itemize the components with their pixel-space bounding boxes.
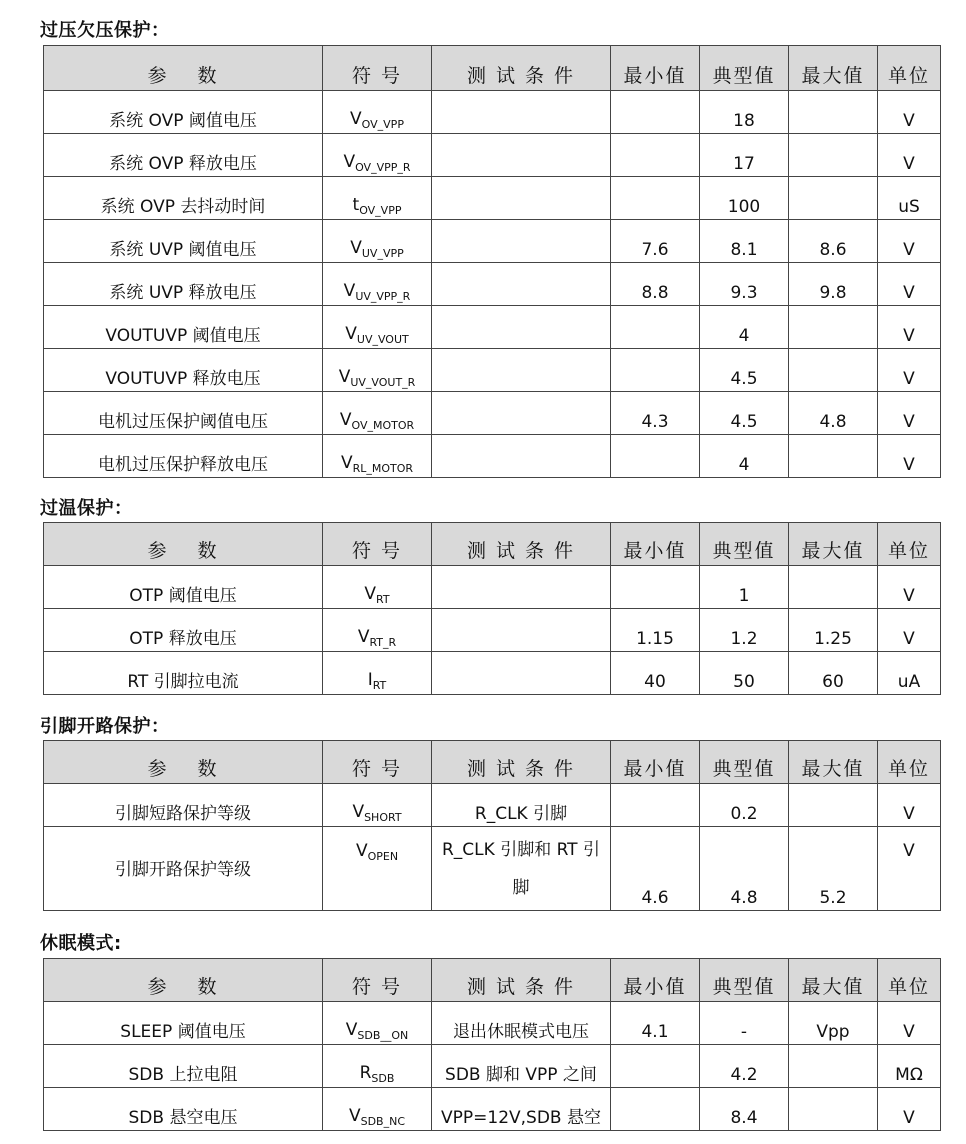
cell-condition — [432, 220, 611, 263]
header-typ: 典型值 — [700, 741, 789, 784]
cell-typ: 1 — [700, 566, 789, 609]
cell-symbol — [323, 609, 432, 652]
cell-param: 系统 OVP 去抖动时间 — [44, 177, 323, 220]
cell-max: 1.25 — [789, 609, 878, 652]
symbol-main: V — [350, 109, 362, 129]
cell-param: SLEEP 阈值电压 — [44, 1002, 323, 1045]
cell-typ: 9.3 — [700, 263, 789, 306]
cell-max — [789, 784, 878, 827]
cell-condition — [432, 392, 611, 435]
cell-min — [611, 784, 700, 827]
cell-param: SDB 上拉电阻 — [44, 1045, 323, 1088]
cell-max — [789, 306, 878, 349]
symbol-subscript: OV_VPP_R — [355, 161, 411, 174]
cell-min: 4.1 — [611, 1002, 700, 1045]
table-row — [44, 1088, 941, 1131]
symbol-subscript: RT — [372, 679, 387, 692]
symbol-main: V — [338, 367, 351, 387]
cell-max — [789, 566, 878, 609]
cell-condition — [432, 435, 611, 478]
table-overvoltage — [43, 45, 941, 478]
cell-min — [611, 435, 700, 478]
cell-min: 4.3 — [611, 392, 700, 435]
cell-condition: R_CLK 引脚和 RT 引脚 — [432, 827, 611, 911]
symbol-subscript: UV_VOUT — [356, 333, 409, 346]
header-min: 最小值 — [611, 959, 700, 1002]
section-title-open-pin: 引脚开路保护： — [40, 716, 170, 737]
symbol-subscript: SDB — [371, 1072, 395, 1085]
cell-typ: 0.2 — [700, 784, 789, 827]
cell-min — [611, 306, 700, 349]
symbol-main: V — [357, 627, 370, 647]
cell-max — [789, 91, 878, 134]
header-unit: 单位 — [878, 523, 941, 566]
cell-symbol — [323, 220, 432, 263]
cell-param: OTP 释放电压 — [44, 609, 323, 652]
table-row — [44, 1045, 941, 1088]
header-max: 最大值 — [789, 741, 878, 784]
header-unit: 单位 — [878, 46, 941, 91]
header-symbol: 符 号 — [323, 523, 432, 566]
cell-unit: V — [878, 349, 941, 392]
cell-symbol — [323, 566, 432, 609]
cell-symbol — [323, 1088, 432, 1131]
cell-condition — [432, 566, 611, 609]
cell-typ: 50 — [700, 652, 789, 695]
symbol-main: V — [352, 802, 365, 822]
cell-min — [611, 134, 700, 177]
cell-condition — [432, 349, 611, 392]
cell-min: 8.8 — [611, 263, 700, 306]
header-symbol: 符 号 — [323, 46, 432, 91]
cell-param: 引脚开路保护等级 — [44, 827, 323, 911]
cell-unit: V — [878, 220, 941, 263]
cell-max — [789, 1045, 878, 1088]
cell-condition — [432, 91, 611, 134]
cell-symbol — [323, 349, 432, 392]
cell-min — [611, 177, 700, 220]
symbol-main: V — [355, 841, 368, 861]
cell-max: 5.2 — [789, 827, 878, 911]
cell-param: 电机过压保护释放电压 — [44, 435, 323, 478]
header-typ: 典型值 — [700, 959, 789, 1002]
symbol-subscript: OV_MOTOR — [351, 419, 415, 432]
header-condition: 测 试 条 件 — [432, 523, 611, 566]
cell-unit: MΩ — [878, 1045, 941, 1088]
cell-condition — [432, 652, 611, 695]
table-sleep — [43, 958, 941, 1131]
cell-symbol — [323, 1002, 432, 1045]
cell-max — [789, 1088, 878, 1131]
header-condition: 测 试 条 件 — [432, 959, 611, 1002]
cell-param: OTP 阈值电压 — [44, 566, 323, 609]
cell-min — [611, 566, 700, 609]
header-param: 参 数 — [44, 46, 323, 91]
table-row — [44, 784, 941, 827]
header-param: 参 数 — [44, 741, 323, 784]
cell-typ: 4.8 — [700, 827, 789, 911]
cell-typ: 4.5 — [700, 392, 789, 435]
header-min: 最小值 — [611, 741, 700, 784]
cell-param: VOUTUVP 阈值电压 — [44, 306, 323, 349]
cell-param: 系统 OVP 释放电压 — [44, 134, 323, 177]
cell-symbol — [323, 1045, 432, 1088]
cell-param: 系统 OVP 阈值电压 — [44, 91, 323, 134]
table-row — [44, 134, 941, 177]
cell-min — [611, 91, 700, 134]
cell-typ: 1.2 — [700, 609, 789, 652]
header-max: 最大值 — [789, 523, 878, 566]
cell-symbol — [323, 827, 432, 911]
cell-param: 引脚短路保护等级 — [44, 784, 323, 827]
table-row — [44, 827, 941, 911]
table-row — [44, 220, 941, 263]
symbol-main: t — [352, 195, 360, 215]
header-unit: 单位 — [878, 741, 941, 784]
symbol-subscript: SDB_NC — [360, 1115, 406, 1128]
cell-condition: SDB 脚和 VPP 之间 — [432, 1045, 611, 1088]
cell-min: 1.15 — [611, 609, 700, 652]
cell-unit: V — [878, 784, 941, 827]
cell-param: VOUTUVP 释放电压 — [44, 349, 323, 392]
header-max: 最大值 — [789, 46, 878, 91]
symbol-main: V — [345, 1020, 358, 1040]
cell-typ: - — [700, 1002, 789, 1045]
cell-max: 9.8 — [789, 263, 878, 306]
cell-typ: 4.5 — [700, 349, 789, 392]
cell-unit: V — [878, 1088, 941, 1131]
cell-typ: 18 — [700, 91, 789, 134]
cell-symbol — [323, 134, 432, 177]
header-condition: 测 试 条 件 — [432, 741, 611, 784]
symbol-main: V — [343, 152, 356, 172]
cell-symbol — [323, 392, 432, 435]
symbol-main: V — [343, 281, 356, 301]
cell-condition: 退出休眠模式电压 — [432, 1002, 611, 1045]
cell-max: Vpp — [789, 1002, 878, 1045]
cell-param: SDB 悬空电压 — [44, 1088, 323, 1131]
header-param: 参 数 — [44, 523, 323, 566]
cell-typ: 8.4 — [700, 1088, 789, 1131]
symbol-main: V — [364, 584, 377, 604]
symbol-subscript: OPEN — [367, 850, 399, 863]
cell-unit: uS — [878, 177, 941, 220]
cell-condition — [432, 177, 611, 220]
cell-unit: V — [878, 1002, 941, 1045]
cell-param: 电机过压保护阈值电压 — [44, 392, 323, 435]
section-title-overtemp: 过温保护： — [40, 498, 133, 519]
cell-min: 4.6 — [611, 827, 700, 911]
symbol-subscript: SHORT — [364, 811, 402, 824]
cell-max: 4.8 — [789, 392, 878, 435]
symbol-main: V — [345, 324, 357, 344]
symbol-subscript: OV_VPP — [359, 204, 402, 217]
header-max: 最大值 — [789, 959, 878, 1002]
header-typ: 典型值 — [700, 46, 789, 91]
cell-max — [789, 349, 878, 392]
header-symbol: 符 号 — [323, 741, 432, 784]
symbol-subscript: OV_VPP — [361, 118, 404, 131]
table-overtemp — [43, 522, 941, 695]
symbol-subscript: RT — [376, 593, 390, 606]
symbol-subscript: RT_R — [369, 636, 397, 649]
cell-condition — [432, 134, 611, 177]
header-min: 最小值 — [611, 523, 700, 566]
table-row — [44, 306, 941, 349]
cell-unit: V — [878, 134, 941, 177]
cell-symbol — [323, 91, 432, 134]
symbol-subscript: UV_VPP_R — [355, 290, 411, 303]
symbol-main: V — [339, 410, 352, 430]
section-title-sleep: 休眠模式: — [40, 933, 122, 954]
symbol-main: R — [359, 1063, 372, 1083]
table-row — [44, 609, 941, 652]
cell-max: 8.6 — [789, 220, 878, 263]
cell-max: 60 — [789, 652, 878, 695]
cell-symbol — [323, 263, 432, 306]
cell-typ: 4 — [700, 435, 789, 478]
cell-param: 系统 UVP 阈值电压 — [44, 220, 323, 263]
table-row — [44, 263, 941, 306]
cell-unit: V — [878, 306, 941, 349]
cell-symbol — [323, 784, 432, 827]
cell-param: 系统 UVP 释放电压 — [44, 263, 323, 306]
cell-symbol — [323, 306, 432, 349]
symbol-main: I — [367, 670, 373, 690]
cell-unit: V — [878, 91, 941, 134]
cell-min — [611, 349, 700, 392]
table-row — [44, 177, 941, 220]
cell-condition — [432, 263, 611, 306]
cell-max — [789, 435, 878, 478]
cell-unit: uA — [878, 652, 941, 695]
symbol-subscript: SDB__ON — [357, 1029, 409, 1042]
cell-symbol — [323, 177, 432, 220]
symbol-subscript: UV_VOUT_R — [350, 376, 416, 389]
cell-condition — [432, 609, 611, 652]
cell-typ: 4 — [700, 306, 789, 349]
header-unit: 单位 — [878, 959, 941, 1002]
symbol-subscript: RL_MOTOR — [352, 462, 414, 475]
symbol-subscript: UV_VPP — [361, 247, 404, 260]
cell-min: 7.6 — [611, 220, 700, 263]
cell-typ: 4.2 — [700, 1045, 789, 1088]
header-param: 参 数 — [44, 959, 323, 1002]
table-row — [44, 392, 941, 435]
cell-unit: V — [878, 566, 941, 609]
table-row — [44, 435, 941, 478]
symbol-main: V — [348, 1106, 361, 1126]
section-title-overvoltage: 过压欠压保护： — [40, 20, 170, 41]
table-open-pin — [43, 740, 941, 911]
cell-unit: V — [878, 392, 941, 435]
cell-unit: V — [878, 609, 941, 652]
cell-unit: V — [878, 827, 941, 911]
cell-condition: R_CLK 引脚 — [432, 784, 611, 827]
cell-typ: 100 — [700, 177, 789, 220]
cell-symbol — [323, 652, 432, 695]
header-symbol: 符 号 — [323, 959, 432, 1002]
cell-min: 40 — [611, 652, 700, 695]
cell-typ: 17 — [700, 134, 789, 177]
header-condition: 测 试 条 件 — [432, 46, 611, 91]
cell-min — [611, 1045, 700, 1088]
table-row — [44, 652, 941, 695]
cell-unit: V — [878, 263, 941, 306]
header-min: 最小值 — [611, 46, 700, 91]
table-row — [44, 349, 941, 392]
cell-condition — [432, 306, 611, 349]
symbol-main: V — [340, 453, 353, 473]
cell-max — [789, 134, 878, 177]
table-row — [44, 566, 941, 609]
cell-typ: 8.1 — [700, 220, 789, 263]
cell-unit: V — [878, 435, 941, 478]
cell-min — [611, 1088, 700, 1131]
cell-max — [789, 177, 878, 220]
cell-symbol — [323, 435, 432, 478]
cell-condition: VPP=12V,SDB 悬空 — [432, 1088, 611, 1131]
header-typ: 典型值 — [700, 523, 789, 566]
table-row — [44, 1002, 941, 1045]
cell-param: RT 引脚拉电流 — [44, 652, 323, 695]
table-row — [44, 91, 941, 134]
symbol-main: V — [350, 238, 362, 258]
